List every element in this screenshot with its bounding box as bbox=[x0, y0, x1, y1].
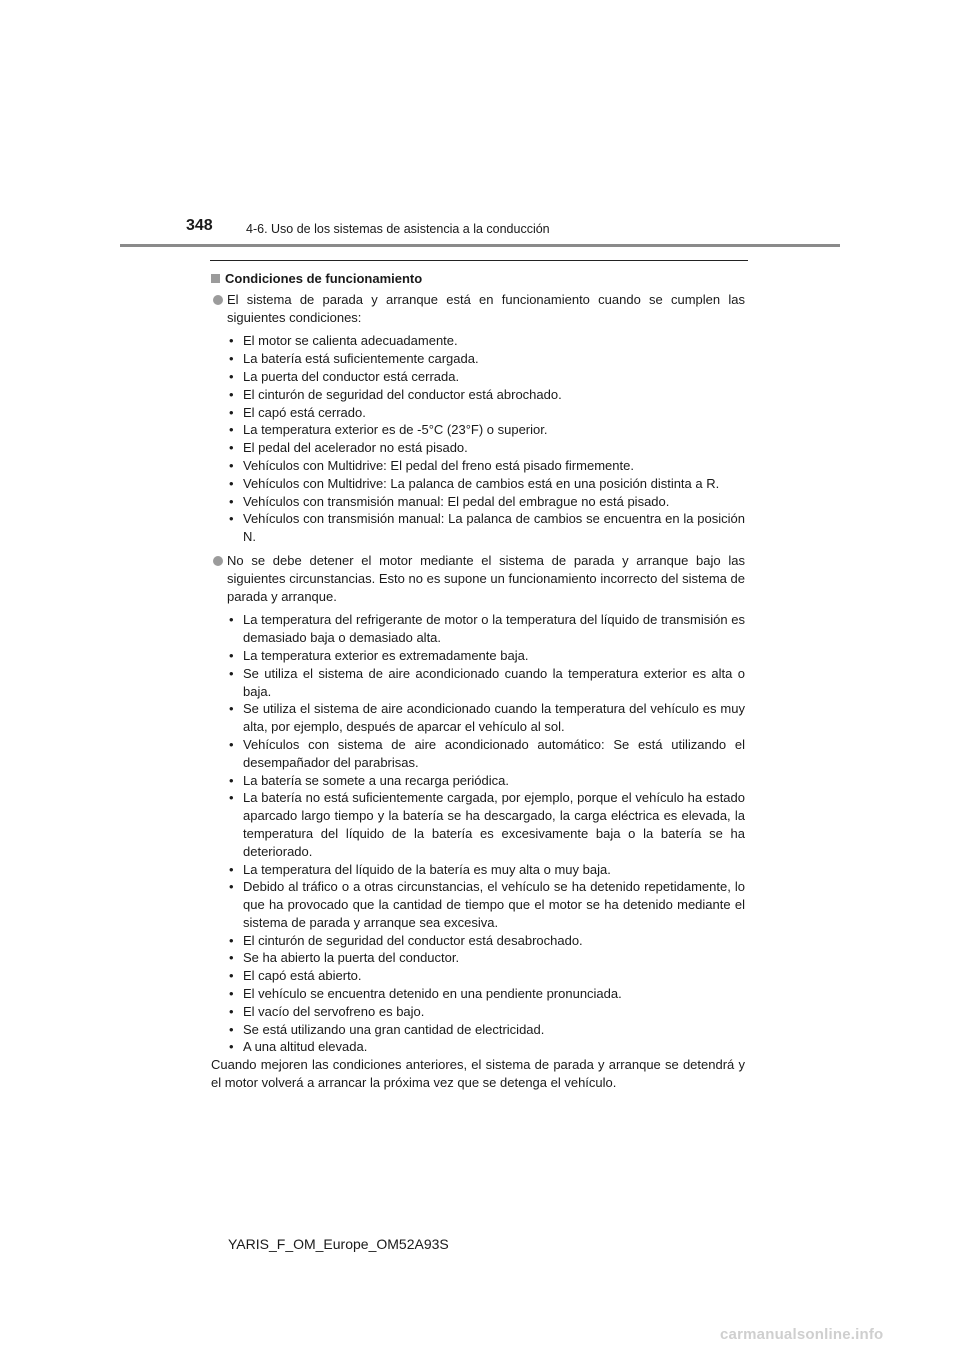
list-item bbox=[227, 665, 745, 701]
exceptions-intro-text: No se debe detener el motor mediante el sistema de parada y arranque bajo las siguientes circunstancias. Esto no es supone un funcionamiento incorrecto del sistema de parada y arranque. bbox=[227, 552, 745, 604]
list-item-text: Vehículos con transmisión manual: La palanca de cambios se encuentra en la posición N. bbox=[243, 511, 745, 545]
bullet-icon: • bbox=[229, 386, 234, 402]
section-divider bbox=[210, 260, 748, 261]
list-item-text: La temperatura exterior es de -5°C (23°F) o superior. bbox=[243, 422, 548, 438]
list-item bbox=[227, 861, 745, 879]
section-header: 4-6. Uso de los sistemas de asistencia a la conducción bbox=[246, 222, 550, 236]
header-rule bbox=[120, 244, 840, 247]
bullet-icon: • bbox=[229, 647, 234, 663]
square-bullet-icon bbox=[211, 274, 220, 283]
list-item bbox=[227, 647, 745, 665]
bullet-icon: • bbox=[229, 879, 234, 895]
circle-bullet-icon bbox=[213, 556, 223, 566]
bullet-icon: • bbox=[229, 612, 234, 628]
page-number: 348 bbox=[186, 217, 213, 234]
list-item-text: El pedal del acelerador no está pisado. bbox=[243, 440, 468, 456]
list-item bbox=[227, 332, 745, 350]
list-item-text: Vehículos con transmisión manual: El pedal del embrague no está pisado. bbox=[243, 493, 670, 509]
list-item-text: La batería se somete a una recarga periódica. bbox=[243, 772, 509, 788]
list-item bbox=[227, 932, 745, 950]
exceptions-list bbox=[227, 611, 745, 1056]
list-item bbox=[227, 1021, 745, 1039]
list-item-text: Se utiliza el sistema de aire acondicionado cuando la temperatura exterior es alta o baja. bbox=[243, 665, 745, 699]
list-item-text: El capó está abierto. bbox=[243, 968, 362, 984]
list-item bbox=[227, 949, 745, 967]
bullet-icon: • bbox=[229, 1003, 234, 1019]
list-item-text: A una altitud elevada. bbox=[243, 1039, 368, 1055]
list-item-text: Vehículos con sistema de aire acondicionado automático: Se está utilizando el desempañador del parabrisas. bbox=[243, 736, 745, 770]
bullet-icon: • bbox=[229, 950, 234, 966]
bullet-icon: • bbox=[229, 368, 234, 384]
conditions-intro-text: El sistema de parada y arranque está en funcionamiento cuando se cumplen las siguientes condiciones: bbox=[227, 291, 745, 325]
circle-bullet-icon bbox=[213, 295, 223, 305]
list-item bbox=[227, 736, 745, 772]
list-item-text: Se ha abierto la puerta del conductor. bbox=[243, 950, 460, 966]
main-content bbox=[211, 270, 745, 1092]
list-item bbox=[227, 611, 745, 647]
bullet-icon: • bbox=[229, 493, 234, 509]
bullet-icon: • bbox=[229, 440, 234, 456]
list-item-text: La batería está suficientemente cargada. bbox=[243, 351, 479, 367]
list-item bbox=[227, 985, 745, 1003]
list-item-text: El cinturón de seguridad del conductor está desabrochado. bbox=[243, 932, 583, 948]
section-heading-text: Condiciones de funcionamiento bbox=[225, 271, 423, 286]
bullet-icon: • bbox=[229, 986, 234, 1002]
list-item-text: Debido al tráfico o a otras circunstancias, el vehículo se ha detenido repetidamente, lo que ha provocado que la cantidad de tiempo que el motor se ha detenido mediante el sistema de parada y arranque sea excesiva. bbox=[243, 879, 745, 930]
list-item bbox=[227, 457, 745, 475]
bullet-icon: • bbox=[229, 932, 234, 948]
bullet-icon: • bbox=[229, 457, 234, 473]
list-item bbox=[227, 439, 745, 457]
list-item bbox=[227, 493, 745, 511]
bullet-icon: • bbox=[229, 1039, 234, 1055]
list-item bbox=[227, 386, 745, 404]
list-item-text: El vehículo se encuentra detenido en una pendiente pronunciada. bbox=[243, 986, 622, 1002]
list-item-text: El capó está cerrado. bbox=[243, 404, 366, 420]
closing-paragraph: Cuando mejoren las condiciones anteriores, el sistema de parada y arranque se detendrá y el motor volverá a arrancar la próxima vez que se detenga el vehículo. bbox=[211, 1057, 745, 1091]
list-item-text: Se utiliza el sistema de aire acondicionado cuando la temperatura del vehículo es muy alta, por ejemplo, después de aparcar el vehículo al sol. bbox=[243, 701, 745, 735]
bullet-icon: • bbox=[229, 422, 234, 438]
bullet-icon: • bbox=[229, 968, 234, 984]
bullet-icon: • bbox=[229, 404, 234, 420]
bullet-icon: • bbox=[229, 665, 234, 681]
bullet-icon: • bbox=[229, 511, 234, 527]
bullet-icon: • bbox=[229, 333, 234, 349]
list-item-text: El cinturón de seguridad del conductor está abrochado. bbox=[243, 386, 562, 402]
bullet-icon: • bbox=[229, 861, 234, 877]
list-item-text: Vehículos con Multidrive: El pedal del freno está pisado firmemente. bbox=[243, 457, 634, 473]
list-item-text: El vacío del servofreno es bajo. bbox=[243, 1003, 425, 1019]
bullet-icon: • bbox=[229, 701, 234, 717]
bullet-icon: • bbox=[229, 790, 234, 806]
list-item bbox=[227, 1003, 745, 1021]
list-item-text: La temperatura del refrigerante de motor o la temperatura del líquido de transmisión es demasiado baja o demasiado alta. bbox=[243, 612, 745, 646]
list-item bbox=[227, 350, 745, 368]
list-item-text: El motor se calienta adecuadamente. bbox=[243, 333, 458, 349]
list-item bbox=[227, 878, 745, 931]
list-item-text: La temperatura del líquido de la batería es muy alta o muy baja. bbox=[243, 861, 611, 877]
list-item-text: Vehículos con Multidrive: La palanca de cambios está en una posición distinta a R. bbox=[243, 475, 720, 491]
list-item bbox=[227, 510, 745, 546]
conditions-list bbox=[227, 332, 745, 546]
list-item bbox=[227, 967, 745, 985]
list-item-text: La temperatura exterior es extremadamente baja. bbox=[243, 647, 529, 663]
bullet-icon: • bbox=[229, 736, 234, 752]
exceptions-intro bbox=[211, 552, 745, 605]
list-item bbox=[227, 421, 745, 439]
bullet-icon: • bbox=[229, 772, 234, 788]
bullet-icon: • bbox=[229, 1021, 234, 1037]
list-item bbox=[227, 475, 745, 493]
conditions-intro bbox=[211, 291, 745, 327]
list-item bbox=[227, 1038, 745, 1056]
list-item bbox=[227, 368, 745, 386]
bullet-icon: • bbox=[229, 351, 234, 367]
document-footer: YARIS_F_OM_Europe_OM52A93S bbox=[228, 1236, 449, 1252]
list-item bbox=[227, 772, 745, 790]
watermark: carmanualsonline.info bbox=[720, 1326, 884, 1343]
list-item-text: Se está utilizando una gran cantidad de electricidad. bbox=[243, 1021, 545, 1037]
list-item-text: La puerta del conductor está cerrada. bbox=[243, 368, 460, 384]
list-item bbox=[227, 404, 745, 422]
list-item bbox=[227, 789, 745, 860]
list-item bbox=[227, 700, 745, 736]
bullet-icon: • bbox=[229, 475, 234, 491]
section-heading bbox=[211, 270, 745, 288]
list-item-text: La batería no está suficientemente cargada, por ejemplo, porque el vehículo ha estado aparcado largo tiempo y la batería se ha descargado, la carga eléctrica es elevada, la temperatura del líquido de la batería es excesivamente baja o la batería se ha deteriorado. bbox=[243, 790, 745, 859]
